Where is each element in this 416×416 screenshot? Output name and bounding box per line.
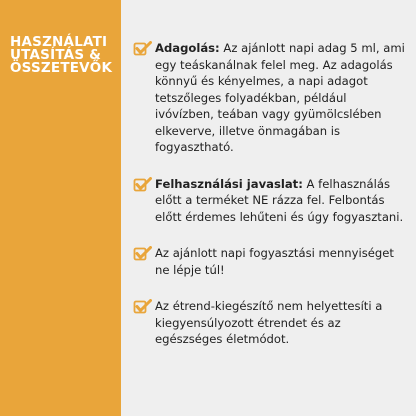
- check-icon: [133, 177, 152, 193]
- item-text: A felhasználás előtt a terméket NE rázza fel. Felbontás előtt érdemes lehűteni és úgy fogyasztani.: [155, 176, 404, 224]
- item-text: Az ajánlott napi fogyasztási mennyiséget ne lépje túl!: [155, 246, 394, 277]
- check-icon: [133, 246, 152, 262]
- item-heading: Adagolás:: [155, 41, 220, 55]
- sidebar-panel: [0, 0, 121, 416]
- list-item-supplement-disclaimer: [133, 298, 408, 348]
- list-item-usage-suggestion: [133, 176, 408, 226]
- item-text: Az étrend-kiegészítő nem helyettesíti a kiegyensúlyozott étrendet és az egészséges életmódot.: [155, 299, 383, 346]
- sidebar-title: [10, 36, 121, 75]
- item-text: Az ajánlott napi adag 5 ml, ami egy teáskanálnak felel meg. Az adagolás könnyű és kényelmes, a napi adagot tetszőleges folyadékban, például ivóvízben, teában vagy gyümölcslében elkeverve, illetve önmagában is fogyasztható.: [155, 41, 405, 154]
- check-icon: [133, 299, 152, 315]
- sidebar-title-line-3: ÖSSZETEVŐK: [10, 60, 113, 76]
- list-item-max-dose-warning: [133, 245, 408, 278]
- list-item-dosage: [133, 40, 408, 156]
- sidebar-title-line-2: UTASÍTÁS &: [10, 47, 102, 63]
- instructions-list: [121, 0, 416, 416]
- check-icon: [133, 41, 152, 57]
- item-heading: Felhasználási javaslat:: [155, 176, 303, 191]
- sidebar-title-line-1: HASZNÁLATI: [10, 34, 108, 50]
